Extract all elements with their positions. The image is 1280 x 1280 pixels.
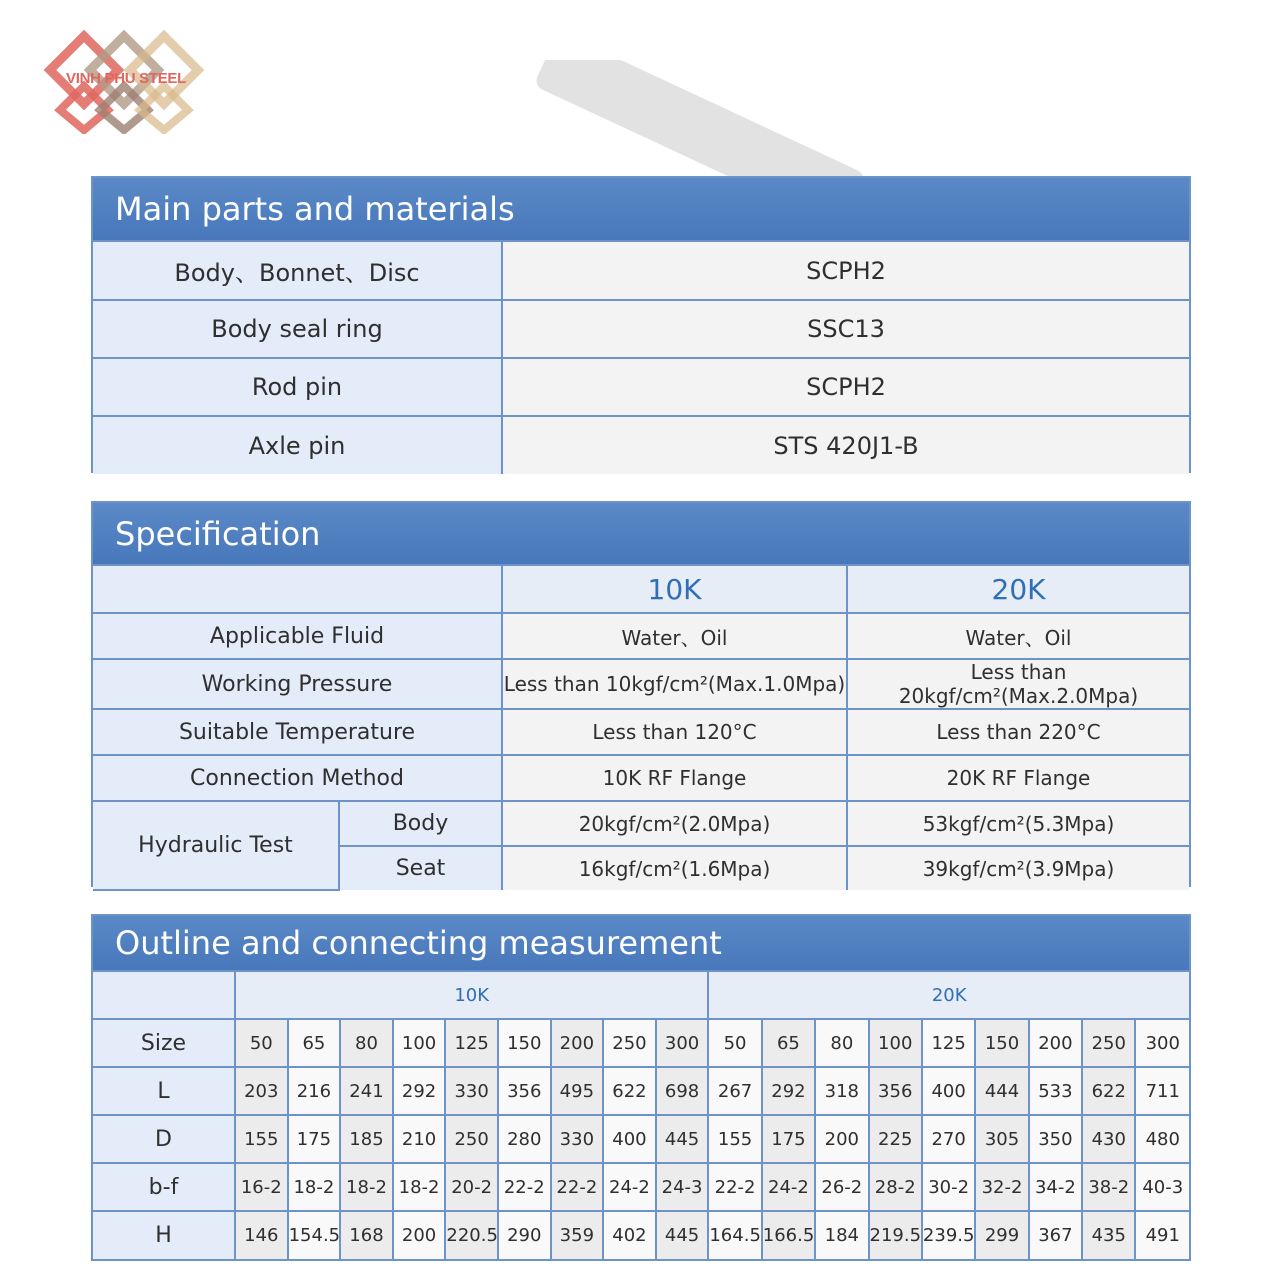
spec-value-10k: Less than 10kgf/cm²(Max.1.0Mpa): [502, 659, 847, 709]
outline-cell-10k: 330: [445, 1067, 498, 1115]
outline-cell-10k: 622: [603, 1067, 656, 1115]
outline-cell-20k: 300: [1135, 1019, 1189, 1067]
outline-title: Outline and connecting measurement: [93, 916, 1189, 972]
outline-cell-10k: 50: [235, 1019, 288, 1067]
outline-row: [93, 1067, 1189, 1115]
outline-cell-20k: 150: [975, 1019, 1028, 1067]
parts-row: [93, 358, 1189, 416]
outline-row-label: Size: [93, 1019, 235, 1067]
outline-cell-20k: 318: [815, 1067, 868, 1115]
outline-cell-10k: 155: [235, 1115, 288, 1163]
outline-cell-20k: 34-2: [1029, 1163, 1082, 1211]
spec-row: [93, 755, 1189, 801]
outline-cell-20k: 267: [708, 1067, 761, 1115]
outline-cell-20k: 175: [762, 1115, 815, 1163]
spec-value-20k: 20K RF Flange: [847, 755, 1189, 801]
outline-cell-10k: 20-2: [445, 1163, 498, 1211]
specification-table: [93, 566, 1189, 891]
outline-cell-20k: 533: [1029, 1067, 1082, 1115]
outline-cell-20k: 40-3: [1135, 1163, 1189, 1211]
outline-cell-10k: 210: [393, 1115, 446, 1163]
outline-header-20k: 20K: [708, 972, 1189, 1019]
outline-cell-20k: 200: [1029, 1019, 1082, 1067]
spec-label: Applicable Fluid: [93, 613, 502, 659]
outline-header-blank: [93, 972, 235, 1019]
outline-cell-20k: 200: [815, 1115, 868, 1163]
outline-cell-20k: 292: [762, 1067, 815, 1115]
outline-cell-10k: 330: [551, 1115, 604, 1163]
outline-cell-20k: 239.5: [922, 1211, 975, 1259]
outline-cell-10k: 24-2: [603, 1163, 656, 1211]
outline-cell-20k: 164.5: [708, 1211, 761, 1259]
outline-cell-10k: 80: [340, 1019, 393, 1067]
outline-row-label: b-f: [93, 1163, 235, 1211]
main-parts-title: Main parts and materials: [93, 178, 1189, 242]
hydraulic-seat-10k: 16kgf/cm²(1.6Mpa): [502, 846, 847, 890]
outline-cell-10k: 300: [656, 1019, 709, 1067]
part-name: Body seal ring: [93, 300, 502, 358]
outline-cell-20k: 305: [975, 1115, 1028, 1163]
specification-title: Specification: [93, 503, 1189, 566]
outline-cell-10k: 65: [288, 1019, 341, 1067]
outline-cell-20k: 125: [922, 1019, 975, 1067]
outline-cell-10k: 250: [445, 1115, 498, 1163]
hydraulic-body-10k: 20kgf/cm²(2.0Mpa): [502, 801, 847, 846]
spec-row: [93, 659, 1189, 709]
outline-cell-20k: 430: [1082, 1115, 1135, 1163]
outline-cell-10k: 216: [288, 1067, 341, 1115]
spec-header-20k: 20K: [847, 566, 1189, 613]
outline-cell-10k: 495: [551, 1067, 604, 1115]
spec-header-blank: [93, 566, 502, 613]
part-name: Body、Bonnet、Disc: [93, 242, 502, 300]
outline-cell-10k: 280: [498, 1115, 551, 1163]
outline-row: [93, 1211, 1189, 1259]
outline-cell-10k: 203: [235, 1067, 288, 1115]
outline-cell-20k: 367: [1029, 1211, 1082, 1259]
outline-cell-20k: 270: [922, 1115, 975, 1163]
outline-cell-10k: 146: [235, 1211, 288, 1259]
outline-cell-20k: 491: [1135, 1211, 1189, 1259]
outline-cell-10k: 154.5: [288, 1211, 341, 1259]
logo-text: VINH PHU STEEL: [66, 70, 186, 87]
parts-row: [93, 300, 1189, 358]
outline-cell-20k: 50: [708, 1019, 761, 1067]
outline-section: [91, 914, 1191, 1261]
spec-row: [93, 613, 1189, 659]
spec-label: Connection Method: [93, 755, 502, 801]
outline-cell-10k: 22-2: [498, 1163, 551, 1211]
outline-cell-20k: 444: [975, 1067, 1028, 1115]
outline-cell-10k: 150: [498, 1019, 551, 1067]
part-material: SCPH2: [502, 358, 1189, 416]
outline-cell-20k: 350: [1029, 1115, 1082, 1163]
outline-cell-10k: 168: [340, 1211, 393, 1259]
outline-cell-20k: 38-2: [1082, 1163, 1135, 1211]
outline-cell-20k: 80: [815, 1019, 868, 1067]
outline-cell-10k: 16-2: [235, 1163, 288, 1211]
part-name: Rod pin: [93, 358, 502, 416]
outline-cell-10k: 445: [656, 1211, 709, 1259]
logo: [44, 30, 204, 134]
outline-cell-20k: 435: [1082, 1211, 1135, 1259]
outline-table: [93, 972, 1189, 1259]
specification-section: [91, 501, 1191, 887]
outline-cell-20k: 32-2: [975, 1163, 1028, 1211]
outline-cell-20k: 166.5: [762, 1211, 815, 1259]
parts-row: [93, 416, 1189, 474]
outline-cell-10k: 356: [498, 1067, 551, 1115]
outline-row: [93, 1163, 1189, 1211]
outline-cell-10k: 18-2: [288, 1163, 341, 1211]
outline-cell-20k: 30-2: [922, 1163, 975, 1211]
outline-cell-10k: 185: [340, 1115, 393, 1163]
outline-cell-10k: 400: [603, 1115, 656, 1163]
outline-cell-20k: 219.5: [869, 1211, 922, 1259]
outline-cell-10k: 402: [603, 1211, 656, 1259]
outline-cell-10k: 100: [393, 1019, 446, 1067]
main-parts-table: [93, 242, 1189, 474]
outline-cell-10k: 220.5: [445, 1211, 498, 1259]
spec-value-10k: Water、Oil: [502, 613, 847, 659]
spec-header-10k: 10K: [502, 566, 847, 613]
hydraulic-seat-20k: 39kgf/cm²(3.9Mpa): [847, 846, 1189, 890]
spec-value-10k: 10K RF Flange: [502, 755, 847, 801]
main-parts-section: [91, 176, 1191, 473]
outline-row-label: H: [93, 1211, 235, 1259]
part-material: SCPH2: [502, 242, 1189, 300]
outline-cell-10k: 292: [393, 1067, 446, 1115]
outline-cell-20k: 24-2: [762, 1163, 815, 1211]
hydraulic-body-label: Body: [339, 801, 502, 846]
outline-row: [93, 1115, 1189, 1163]
outline-row-label: L: [93, 1067, 235, 1115]
outline-row-label: D: [93, 1115, 235, 1163]
outline-cell-20k: 250: [1082, 1019, 1135, 1067]
spec-label: Working Pressure: [93, 659, 502, 709]
outline-cell-10k: 241: [340, 1067, 393, 1115]
outline-cell-10k: 359: [551, 1211, 604, 1259]
outline-cell-20k: 356: [869, 1067, 922, 1115]
hydraulic-seat-label: Seat: [339, 846, 502, 890]
outline-cell-20k: 711: [1135, 1067, 1189, 1115]
parts-row: [93, 242, 1189, 300]
outline-cell-10k: 200: [393, 1211, 446, 1259]
outline-cell-10k: 290: [498, 1211, 551, 1259]
outline-cell-20k: 400: [922, 1067, 975, 1115]
outline-cell-20k: 480: [1135, 1115, 1189, 1163]
outline-cell-10k: 250: [603, 1019, 656, 1067]
part-material: STS 420J1-B: [502, 416, 1189, 474]
outline-cell-10k: 24-3: [656, 1163, 709, 1211]
outline-cell-10k: 175: [288, 1115, 341, 1163]
outline-cell-10k: 698: [656, 1067, 709, 1115]
outline-cell-20k: 26-2: [815, 1163, 868, 1211]
outline-cell-10k: 22-2: [551, 1163, 604, 1211]
outline-cell-10k: 445: [656, 1115, 709, 1163]
outline-cell-10k: 125: [445, 1019, 498, 1067]
outline-cell-20k: 155: [708, 1115, 761, 1163]
outline-cell-20k: 28-2: [869, 1163, 922, 1211]
spec-value-20k: Water、Oil: [847, 613, 1189, 659]
spec-value-20k: Less than 220°C: [847, 709, 1189, 755]
part-name: Axle pin: [93, 416, 502, 474]
hydraulic-test-label: Hydraulic Test: [93, 801, 339, 890]
outline-cell-20k: 299: [975, 1211, 1028, 1259]
spec-row: [93, 709, 1189, 755]
outline-row: [93, 1019, 1189, 1067]
spec-label: Suitable Temperature: [93, 709, 502, 755]
outline-cell-10k: 18-2: [393, 1163, 446, 1211]
outline-header-10k: 10K: [235, 972, 708, 1019]
outline-cell-10k: 18-2: [340, 1163, 393, 1211]
part-material: SSC13: [502, 300, 1189, 358]
outline-cell-20k: 622: [1082, 1067, 1135, 1115]
outline-cell-20k: 22-2: [708, 1163, 761, 1211]
outline-cell-20k: 100: [869, 1019, 922, 1067]
hydraulic-body-20k: 53kgf/cm²(5.3Mpa): [847, 801, 1189, 846]
outline-cell-20k: 65: [762, 1019, 815, 1067]
spec-value-20k: Less than 20kgf/cm²(Max.2.0Mpa): [847, 659, 1189, 709]
outline-cell-20k: 225: [869, 1115, 922, 1163]
outline-cell-10k: 200: [551, 1019, 604, 1067]
spec-value-10k: Less than 120°C: [502, 709, 847, 755]
outline-cell-20k: 184: [815, 1211, 868, 1259]
